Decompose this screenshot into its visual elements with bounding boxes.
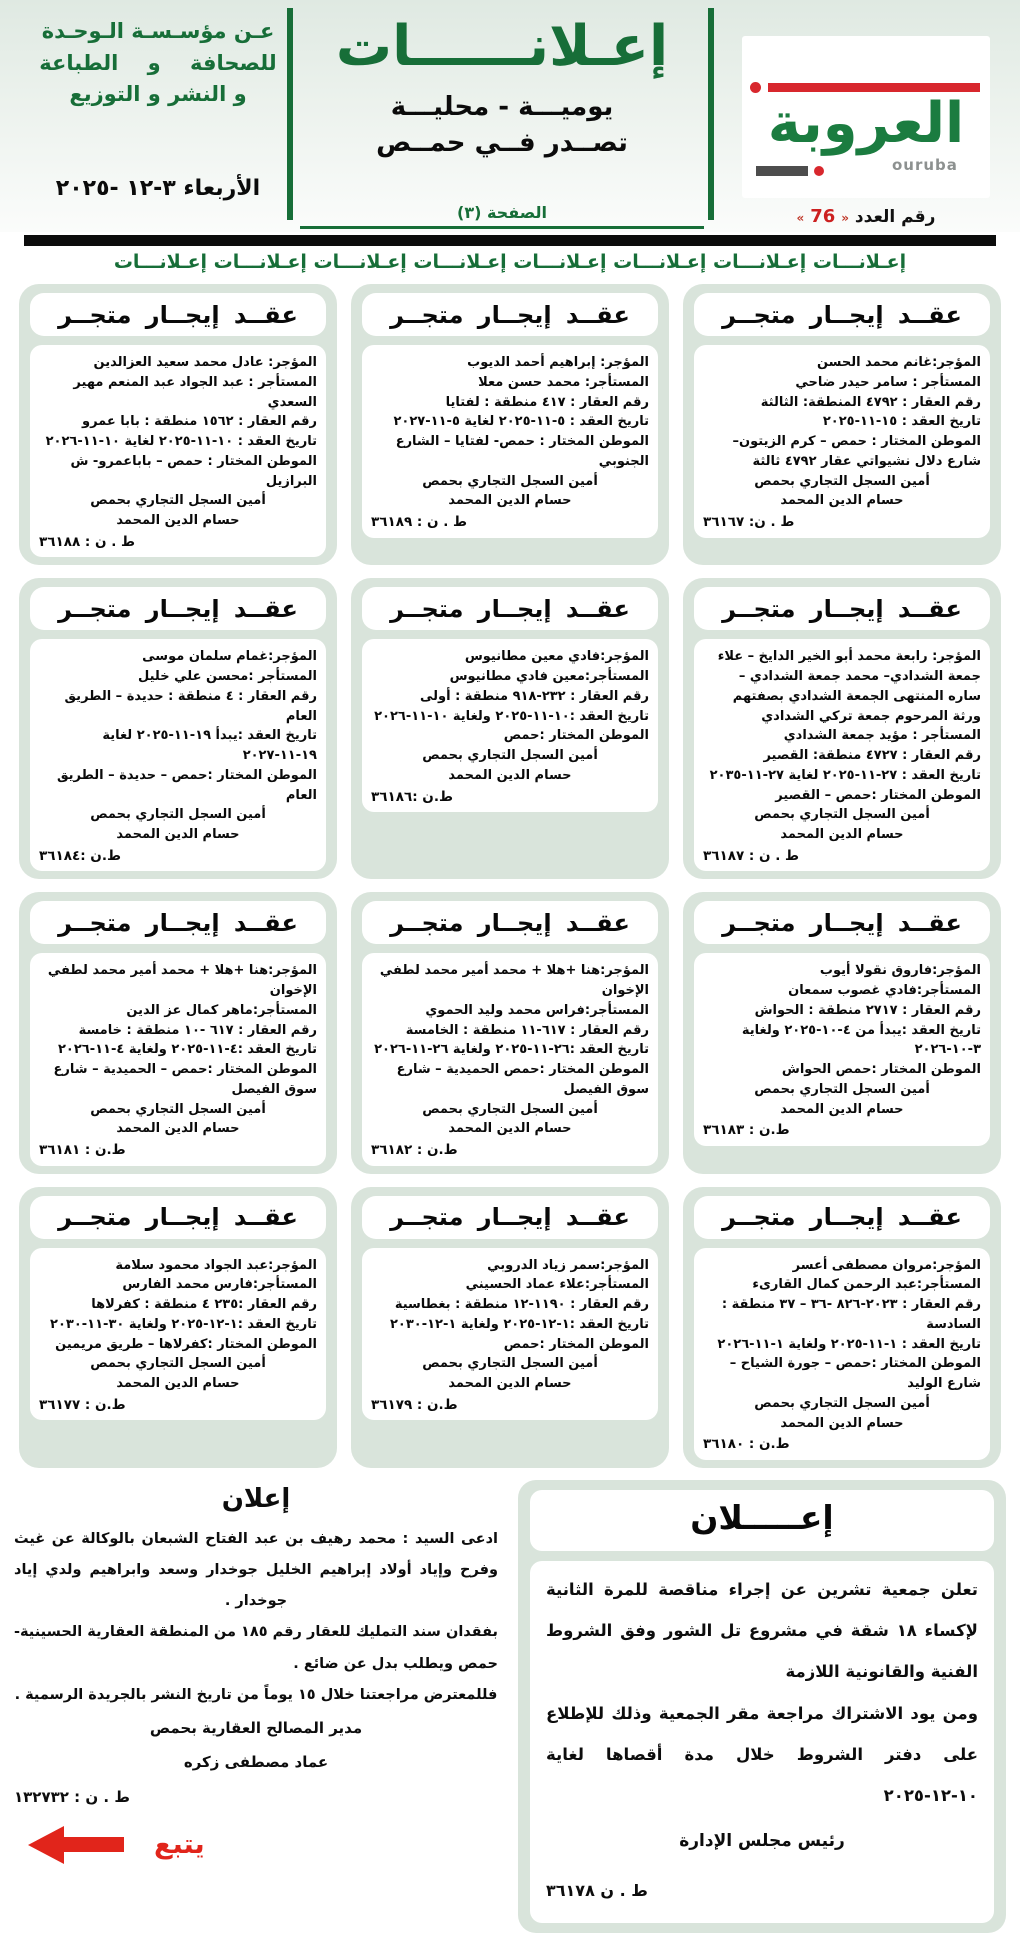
contract-line: الموطن المختار :حمص – الحميدية – شارع سوق الفيصل (53, 1062, 317, 1097)
announcement-body (530, 1561, 994, 1923)
contract-line: رقم العقار : ٤ منطقة : حديدة – الطريق العام (64, 688, 317, 724)
registrar-line: أمين السجل التجاري بحمص (754, 807, 930, 823)
card-body (362, 1248, 658, 1421)
contract-line: الموطن المختار :حمص – حديدة – الطريق العام (56, 767, 317, 803)
contract-line: الموطن المختار :حمص الحميدية – شارع سوق الفيصل (396, 1062, 649, 1097)
contract-line: المؤجر: عادل محمد سعيد العزالدين (93, 355, 317, 370)
masthead (0, 0, 1020, 232)
contract-line: المؤجر:مروان مصطفى أعسر (792, 1257, 981, 1273)
contract-line: رقم العقار : ٤٧٩٢ المنطقة: الثالثة (760, 394, 981, 410)
page-title: إعـلانــــــات (335, 14, 669, 79)
masthead-center (300, 0, 704, 232)
registrar-line: أمين السجل التجاري بحمص (754, 1081, 930, 1097)
contract-line: رقم العقار : ٢٣٢-٩١٨ منطقة : أولى (419, 688, 649, 704)
card-body (362, 345, 658, 538)
card-title: عقــد إيجــار متجــر (30, 1196, 326, 1239)
contract-line: الموطن المختار :حمص – القصير (775, 787, 981, 803)
registrar-line: حسام الدين المحمد (116, 1121, 240, 1137)
contract-line: تاريخ العقد :يبدأ ١٩-١١-٢٠٢٥ لغاية ١٩-١١-٢٠٢٧ (102, 728, 317, 764)
announcement-title: إعـــــلان (530, 1490, 994, 1551)
card-title: عقــد إيجــار متجــر (694, 901, 990, 944)
tender-announcement (518, 1480, 1006, 1933)
announcement-paragraph: ادعى السيد : محمد رهيف بن عبد الفتاح الشبعان بالوكالة عن غيث وفرح وإياد أولاد إبراهيم الخليل جوخدار وسعد وابراهيم ولدي إياد جوخدار . (14, 1530, 498, 1610)
card-body (30, 639, 326, 871)
rental-contract-card (19, 578, 337, 879)
registrar-line: أمين السجل التجاري بحمص (422, 473, 598, 489)
ads-banner: إعـلانـــات إعـلانـــات إعـلانـــات إعـلانـــات إعـلانـــات إعـلانـــات إعـلانـــات إعـلانـــات (113, 251, 907, 273)
registrar-line: حسام الدين المحمد (448, 767, 572, 783)
contract-line: الموطن المختار : حمص – كرم الزيتون– شارع دلال نشيواتي عقار ٤٧٩٢ ثالثة (732, 434, 981, 469)
contract-line: المستأجر:معين فادي مطانيوس (449, 669, 649, 685)
newspaper-logo (742, 36, 990, 198)
registration-number: ط . ن : ١٣٢٧٣٢ (14, 1787, 130, 1806)
registrar-line: أمين السجل التجاري بحمص (754, 473, 930, 489)
card-body (30, 1248, 326, 1421)
publisher-line: و النشر و التوزيع (69, 82, 247, 106)
contract-line: الموطن المختار : حمص- لفتايا – الشارع الجنوبي (395, 434, 649, 469)
card-title: عقــد إيجــار متجــر (30, 901, 326, 944)
registration-number: ط . ن : ٣٦١٨٨ (39, 533, 136, 550)
announcement-paragraph: تعلن جمعية تشرين عن إجراء مناقصة للمرة الثانية لإكساء ١٨ شقة في مشروع تل الشور وفق الشروط الفنية والقانونية اللازمة (546, 1579, 978, 1682)
rental-contract-card (683, 284, 1001, 565)
contract-line: المؤجر:عبد الجواد محمود سلامة (115, 1257, 317, 1273)
contract-line: رقم العقار : ١١٩٠-١٢ منطقة : بغطاسية (394, 1297, 649, 1313)
contract-line: المؤجر:فادي معين مطانيوس (464, 649, 649, 665)
registrar-line: أمين السجل التجاري بحمص (422, 1101, 598, 1117)
registration-number: ط.ن : ٣٦١٨٢ (371, 1142, 458, 1159)
contract-line: المستأجر:ماهر كمال عز الدين (126, 1002, 317, 1018)
contract-line: المؤجر:غمام سلمان موسى (142, 649, 317, 665)
contract-line: تاريخ العقد :٢٦-١١-٢٠٢٥ ولغاية ٢٦-١١-٢٠٢٦ (374, 1042, 649, 1058)
registrar-line: أمين السجل التجاري بحمص (90, 807, 266, 823)
card-title: عقــد إيجــار متجــر (362, 293, 658, 336)
card-title: عقــد إيجــار متجــر (362, 587, 658, 630)
contract-line: المستأجر:فراس محمد وليد الحموي (425, 1002, 649, 1018)
registrar-line: أمين السجل التجاري بحمص (90, 493, 266, 509)
announcement-title: إعلان (221, 1483, 291, 1514)
registrar-line: حسام الدين المحمد (780, 1101, 904, 1117)
card-body (694, 639, 990, 871)
registrar-line: حسام الدين المحمد (780, 493, 904, 509)
contract-line: المستأجر:فادي غصوب سمعان (788, 983, 981, 999)
contract-line: المستأجر : سامر حيدر ضاحي (795, 374, 981, 390)
signature-block (14, 1711, 498, 1780)
registrar-line: أمين السجل التجاري بحمص (422, 1356, 598, 1372)
rental-contract-card (351, 892, 669, 1173)
contract-line: تاريخ العقد :٤-١١-٢٠٢٥ ولغاية ٤-١١-٢٠٢٦ (57, 1042, 317, 1058)
contract-line: رقم العقار : ٤٧٢٧ منطقة: القصير (763, 748, 981, 764)
registration-number: ط.ن : ٣٦١٧٧ (39, 1396, 126, 1413)
announcement-paragraph: بفقدان سند التمليك للعقار رقم ١٨٥ من المنطقة العقارية الحسينية- حمص ويطلب بدل عن ضائع . (14, 1624, 498, 1672)
bottom-announcements (0, 1480, 1020, 1933)
contract-line: تاريخ العقد : ١٥-١١-٢٠٢٥ (822, 414, 981, 430)
card-body (30, 953, 326, 1165)
registrar-line: حسام الدين المحمد (780, 827, 904, 843)
registration-number: ط.ن : ٣٦١٨١ (39, 1142, 126, 1159)
card-title: عقــد إيجــار متجــر (30, 293, 326, 336)
rental-contract-card (351, 284, 669, 565)
registrar-line: حسام الدين المحمد (448, 1121, 572, 1137)
card-title: عقــد إيجــار متجــر (694, 1196, 990, 1239)
subtitle-line: تصــدر فــي حمــص (376, 128, 628, 159)
header-divider (708, 8, 714, 220)
contract-line: المؤجر:هنا +هلا + محمد أمير محمد لطفي الإخوان (379, 963, 649, 999)
contract-line: تاريخ العقد : ٥-١١-٢٠٢٥ لغاية ٥-١١-٢٠٢٧ (393, 414, 649, 430)
rental-contract-card (351, 1187, 669, 1468)
continued-indicator (14, 1826, 498, 1864)
contract-line: رقم العقار :٢٣٥ ٤ منطقة : كفرلاها (91, 1297, 317, 1313)
subtitle (300, 89, 704, 162)
separator-bar (24, 235, 996, 246)
card-title: عقــد إيجــار متجــر (362, 1196, 658, 1239)
registration-number: ط . ن : ٣٦١٨٧ (703, 847, 800, 864)
contract-line: المستأجر: محمد حسن معلا (478, 374, 649, 390)
contract-line: رقم العقار : ٢٧١٧ منطقة : الحواش (754, 1002, 981, 1018)
contract-line: المؤجر: رابعة محمد أبو الخير الدايخ – علاء جمعة الشدادي– محمد جمعة الشدادي – ساره المنتهى الجمعة الشدادي بصفتهم ورثة المرحوم جمعة تركي الشدادي (717, 649, 981, 724)
registrar-line: حسام الدين المحمد (448, 493, 572, 509)
contract-line: تاريخ العقد :١-١٢-٢٠٢٥ ولغاية ٣٠-١١-٢٠٣٠ (50, 1316, 317, 1332)
logo-red-dot (814, 166, 824, 176)
registration-number: ط . ن: ٣٦١٦٧ (703, 514, 795, 530)
arrow-shaft (64, 1837, 124, 1852)
issue-date: الأربعاء ٣-١٢ -٢٠٢٥ (55, 176, 261, 201)
logo-dark-bar (756, 166, 808, 176)
card-title: عقــد إيجــار متجــر (694, 293, 990, 336)
registrar-line: أمين السجل التجاري بحمص (754, 1395, 930, 1411)
card-body (694, 1248, 990, 1460)
card-body (694, 345, 990, 538)
registration-number: ط.ن :٣٦١٨٦ (371, 788, 453, 805)
issue-number: 76 (810, 206, 836, 227)
left-arrow-icon (28, 1826, 124, 1864)
rental-contract-card (683, 892, 1001, 1173)
announcement-body (14, 1524, 498, 1711)
contract-line: رقم العقار : ٤١٧ منطقة : لفتايا (445, 394, 649, 410)
contract-line: تاريخ العقد :يبدأ من ٤-١٠-٢٠٢٥ ولغاية ٣-١٠-٢٠٢٦ (741, 1022, 981, 1058)
quote-mark: » (796, 211, 805, 225)
green-rule (300, 226, 704, 229)
registrar-line: أمين السجل التجاري بحمص (422, 748, 598, 764)
registrar-line: حسام الدين المحمد (116, 1376, 240, 1392)
contract-line: الموطن المختار :حمص (503, 1336, 649, 1352)
contract-line: المؤجر: إبراهيم أحمد الديوب (467, 355, 649, 370)
registration-number: ط.ن :٣٦١٨٤ (39, 847, 121, 864)
contract-line: الموطن المختار : حمص – باباعمرو- ش البرازيل (70, 453, 317, 489)
registration-number: ط . ن : ٣٦١٨٩ (371, 514, 468, 530)
rental-contract-card (351, 578, 669, 879)
contract-line: رقم العقار : ١٥٦٢ منطقة : بابا عمرو (82, 414, 317, 430)
arrow-head (28, 1826, 64, 1864)
card-body (362, 639, 658, 812)
subtitle-line: يوميـــة - محليـــة (390, 91, 614, 122)
contract-line: تاريخ العقد : ١٠-١١-٢٠٢٥ لغاية ١٠-١١-٢٠٢٦ (45, 434, 317, 449)
contract-line: تاريخ العقد :١-١٢-٢٠٢٥ ولغاية ١-١٢-٢٠٣٠ (389, 1316, 649, 1332)
card-title: عقــد إيجــار متجــر (362, 901, 658, 944)
issue-number-line (742, 206, 990, 227)
publisher-line: عـن مؤسـسـة الـوحـدة (41, 19, 275, 43)
rental-contract-card (683, 1187, 1001, 1468)
registrar-line: حسام الدين المحمد (780, 1415, 904, 1431)
contract-line: تاريخ العقد : ٢٧-١١-٢٠٢٥ لغاية ٢٧-١١-٢٠٣٥ (709, 767, 981, 783)
contract-line: رقم العقار : ٢٠٢٣-٨٢٦ -٣٦ – ٣٧ منطقة : السادسة (721, 1297, 981, 1332)
lost-deed-announcement (14, 1480, 506, 1864)
contract-line: تاريخ العقد :١٠-١١-٢٠٢٥ ولغاية ١٠-١١-٢٠٢٦ (374, 708, 649, 724)
contract-line: المستأجر:علاء عماد الحسيني (465, 1277, 649, 1293)
continued-label: يتبع (154, 1829, 205, 1861)
contract-line: المؤجر:سمر زياد الدروبي (487, 1257, 649, 1273)
logo-arabic-wordmark: العروبة (767, 91, 965, 156)
rental-contract-card (19, 892, 337, 1173)
signature: رئيس مجلس الإدارة (679, 1831, 845, 1852)
registration-number: ط.ن : ٣٦١٧٩ (371, 1396, 458, 1413)
ads-grid (0, 284, 1020, 1468)
signature-line: عماد مصطفى زكره (183, 1753, 329, 1772)
contract-line: رقم العقار : ٦١٧ -١٠ منطقة : خامسة (78, 1022, 317, 1038)
rental-contract-card (683, 578, 1001, 879)
card-body (694, 953, 990, 1146)
rental-contract-card (19, 284, 337, 565)
quote-mark: « (841, 211, 849, 225)
card-title: عقــد إيجــار متجــر (30, 587, 326, 630)
contract-line: الموطن المختار :حمص (503, 728, 649, 744)
contract-line: المؤجر:هنا +هلا + محمد أمير محمد لطفي الإخوان (47, 963, 317, 999)
contract-line: المستأجر:عبد الرحمن كمال القارىء (752, 1277, 981, 1293)
publisher-line: للصحافة و الطباعة (39, 50, 277, 75)
logo-latin-wordmark: ouruba (892, 156, 958, 174)
registrar-line: حسام الدين المحمد (116, 513, 240, 528)
contract-line: المستأجر:فارس محمد الفارس (122, 1277, 317, 1293)
contract-line: المستأجر : مؤيد جمعة الشدادي (783, 728, 981, 744)
announcement-paragraph: فللمعترض مراجعتنا خلال ١٥ يوماً من تاريخ النشر بالجريدة الرسمية . (14, 1686, 498, 1703)
registrar-line: أمين السجل التجاري بحمص (90, 1101, 266, 1117)
card-body (30, 345, 326, 557)
contract-line: المستأجر :محسن علي خليل (138, 669, 317, 685)
registration-number: ط . ن ٣٦١٧٨ (546, 1880, 648, 1900)
issue-label: رقم العدد (854, 207, 936, 227)
contract-line: الموطن المختار :كفرلاها – طريق مريمين (55, 1336, 317, 1352)
publisher-info (26, 16, 290, 111)
signature-line: مدير المصالح العقارية بحمص (149, 1718, 363, 1737)
registrar-line: حسام الدين المحمد (116, 827, 240, 843)
registration-number: ط.ن : ٣٦١٨٣ (703, 1122, 790, 1139)
registration-number: ط.ن : ٣٦١٨٠ (703, 1436, 790, 1453)
contract-line: الموطن المختار :حمص – جورة الشياح – شارع الوليد (729, 1356, 981, 1392)
header-divider (287, 8, 293, 220)
contract-line: المؤجر:غانم محمد الحسن (816, 355, 981, 370)
contract-line: المؤجر:فاروق نقولا أيوب (819, 963, 981, 979)
registrar-line: أمين السجل التجاري بحمص (90, 1356, 266, 1372)
contract-line: رقم العقار : ٦١٧-١١ منطقة : الخامسة (405, 1022, 649, 1038)
card-body (362, 953, 658, 1165)
page-number: الصفحة (٣) (457, 203, 547, 222)
contract-line: المستأجر : عبد الجواد عبد المنعم مهير السعدي (73, 374, 317, 410)
announcement-paragraph: ومن يود الاشتراك مراجعة مقر الجمعية وذلك للإطلاع على دفتر الشروط خلال مدة أقصاها لغاية ١٠-١٢-٢٠٢٥ (546, 1703, 978, 1806)
rental-contract-card (19, 1187, 337, 1468)
contract-line: الموطن المختار :حمص الحواش (781, 1062, 981, 1078)
card-title: عقــد إيجــار متجــر (694, 587, 990, 630)
contract-line: تاريخ العقد : ١-١١-٢٠٢٥ ولغاية ١-١١-٢٠٢٦ (717, 1336, 981, 1352)
registrar-line: حسام الدين المحمد (448, 1376, 572, 1392)
